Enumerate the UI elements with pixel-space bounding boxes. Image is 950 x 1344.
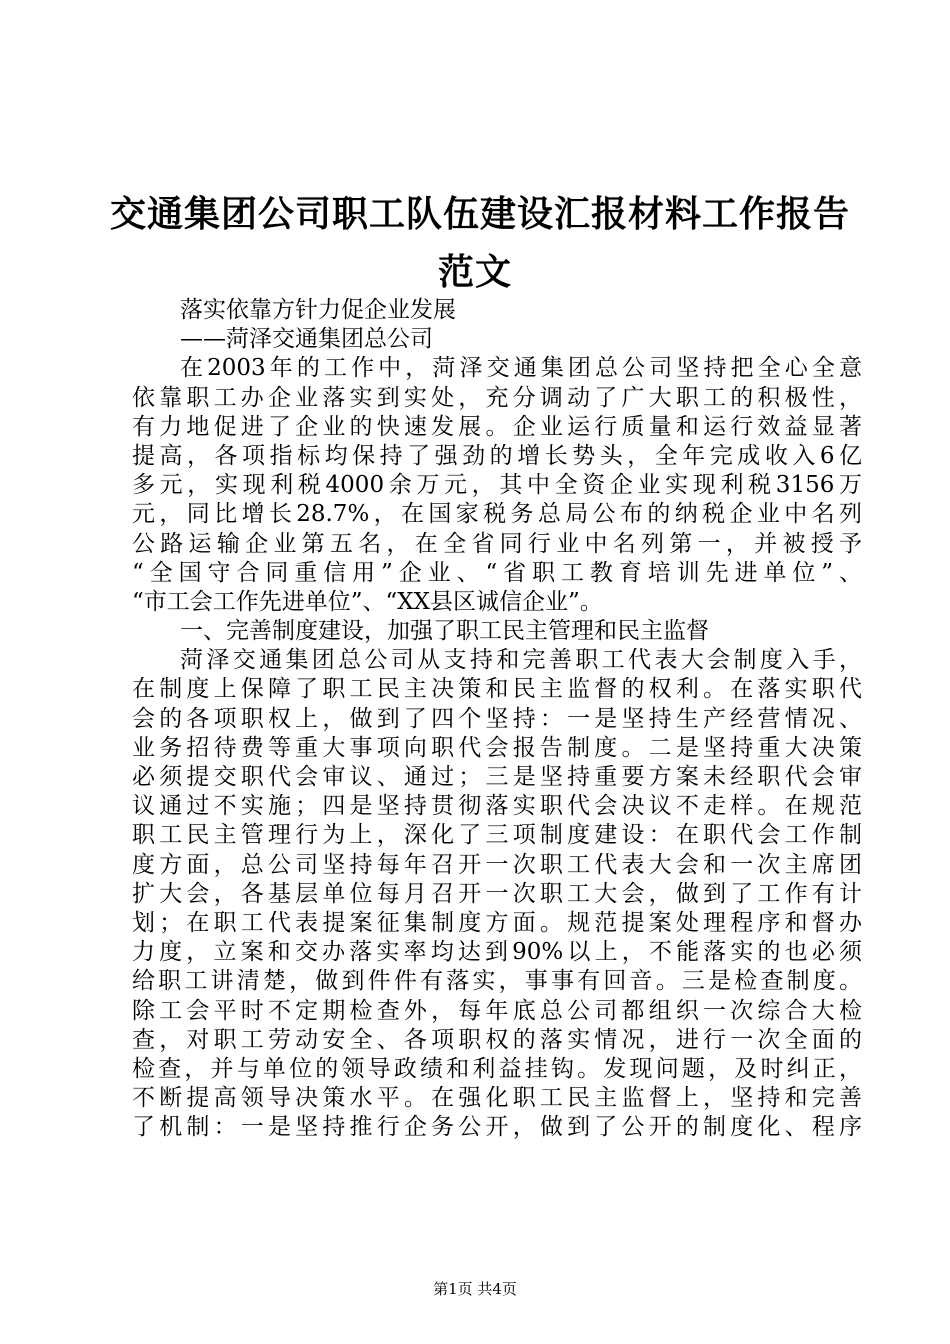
document-title-line-2: 范文	[437, 251, 512, 293]
body-line: 力度，立案和交办落实率均达到90%以上，不能落实的也必须	[132, 939, 862, 966]
body-line: 在2003年的工作中，菏泽交通集团总公司坚持把全心全意	[180, 355, 862, 382]
body-line: 一、完善制度建设，加强了职工民主管理和民主监督	[180, 618, 709, 645]
body-line: 检查，并与单位的领导政绩和利益挂钩。发现问题，及时纠正，	[132, 1055, 862, 1082]
body-line: 落实依靠方针力促企业发展	[180, 297, 456, 323]
body-line: 业务招待费等重大事项向职代会报告制度。二是坚持重大决策	[132, 734, 862, 761]
body-line: 必须提交职代会审议、通过；三是坚持重要方案未经职代会审	[132, 764, 862, 790]
body-line: 议通过不实施；四是坚持贯彻落实职代会决议不走样。在规范	[132, 793, 862, 820]
body-line: 划；在职工代表提案征集制度方面。规范提案处理程序和督办	[132, 909, 862, 936]
body-line: 菏泽交通集团总公司从支持和完善职工代表大会制度入手，	[180, 647, 862, 674]
document-body	[132, 296, 862, 1142]
body-line: 依靠职工办企业落实到实处，充分调动了广大职工的积极性，	[132, 384, 862, 411]
body-line: 元，同比增长28.7%，在国家税务总局公布的纳税企业中名列	[132, 501, 862, 528]
body-line: “全国守合同重信用”企业、“省职工教育培训先进单位”、	[132, 559, 862, 586]
body-line: ——菏泽交通集团总公司	[180, 326, 433, 353]
body-line: “市工会工作先进单位”、“XX县区诚信企业”。	[132, 588, 603, 615]
body-line: 会的各项职权上，做到了四个坚持：一是坚持生产经营情况、	[132, 705, 862, 732]
body-line: 除工会平时不定期检查外，每年底总公司都组织一次综合大检	[132, 997, 862, 1024]
body-line: 度方面，总公司坚持每年召开一次职工代表大会和一次主席团	[132, 851, 862, 878]
body-line: 了机制：一是坚持推行企务公开，做到了公开的制度化、程序	[132, 1114, 862, 1141]
body-line: 不断提高领导决策水平。在强化职工民主监督上，坚持和完善	[132, 1085, 862, 1112]
page-footer: 第1页 共4页	[433, 1280, 517, 1298]
body-line: 在制度上保障了职工民主决策和民主监督的权利。在落实职代	[132, 676, 862, 703]
body-line: 扩大会，各基层单位每月召开一次职工大会，做到了工作有计	[132, 880, 862, 907]
body-line: 多元，实现利税4000余万元，其中全资企业实现利税3156万	[132, 472, 862, 499]
body-line: 公路运输企业第五名，在全省同行业中名列第一，并被授予	[132, 530, 862, 557]
body-line: 提高，各项指标均保持了强劲的增长势头，全年完成收入6亿	[132, 442, 862, 469]
body-line: 给职工讲清楚，做到件件有落实，事事有回音。三是检查制度。	[132, 968, 862, 995]
body-line: 有力地促进了企业的快速发展。企业运行质量和运行效益显著	[132, 413, 862, 440]
document-title-line-1: 交通集团公司职工队伍建设汇报材料工作报告	[110, 193, 851, 235]
body-line: 职工民主管理行为上，深化了三项制度建设：在职代会工作制	[132, 822, 862, 849]
body-line: 查，对职工劳动安全、各项职权的落实情况，进行一次全面的	[132, 1026, 862, 1053]
